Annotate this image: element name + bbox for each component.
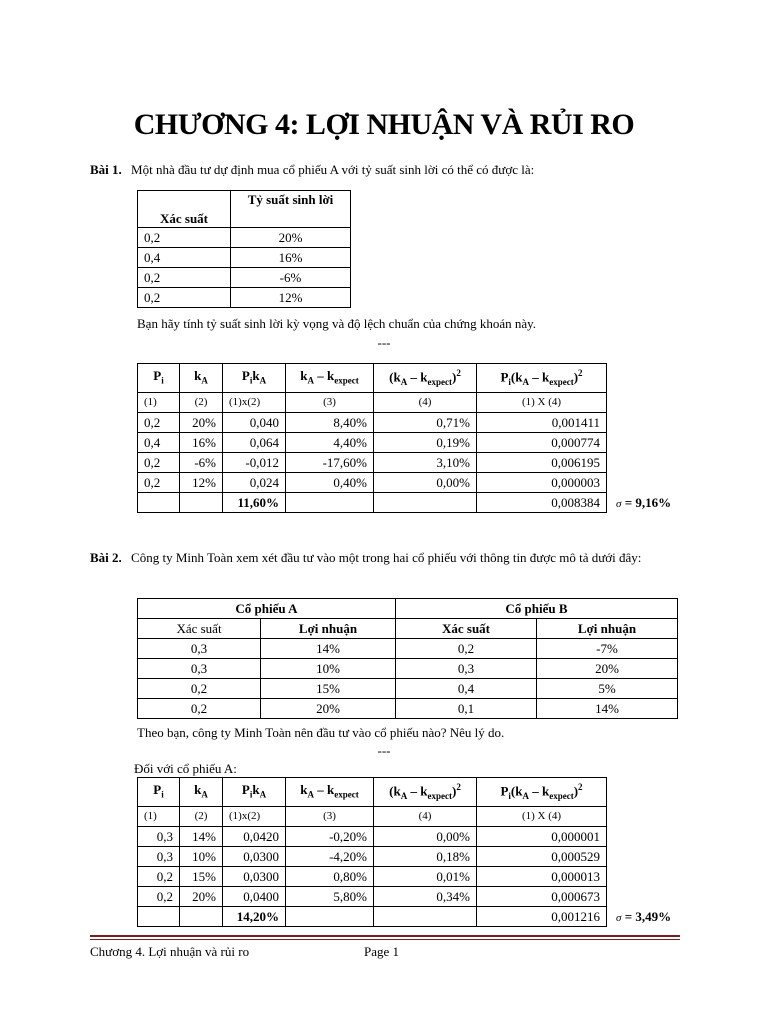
table-row: 0,2 20% 0,0400 5,80% 0,34% 0,000673 [138,887,607,907]
bai2-sigma [616,909,671,925]
footer-divider-thin [90,939,680,940]
table-row: 0,2 15% 0,4 5% [138,679,678,699]
sigma-value: = 3,49% [624,909,672,924]
header-piKa: $P_ik_A$ [223,364,286,393]
table-row: 0,3 10% 0,0300 -4,20% 0,18% 0,000529 [138,847,607,867]
expected-return: 11,60% [223,493,286,513]
sigma-symbol: σ [616,498,622,510]
bai1-data-table [137,190,351,308]
bai1-calc-table [137,363,607,513]
expected-return: 14,20% [223,907,286,927]
column-numbers-row: (1) (2) (1)x(2) (3) (4) (1) X (4) [138,393,607,413]
header-weighted-sq: $P_i(k_A - k_{expect})^2$ [477,778,607,807]
table-row: 0,2 20% 0,1 14% [138,699,678,719]
bai2-prompt [90,549,690,567]
footer-page-number: Page 1 [364,944,400,959]
header-xac-suat-b: Xác suất [396,619,537,639]
sigma-symbol: σ [616,912,622,924]
table-row: 0,2 20% 0,040 8,40% 0,71% 0,001411 [138,413,607,433]
header-loi-nhuan-b: Lợi nhuận [537,619,678,639]
bai2-data-table [137,598,678,719]
bai2-label: Bài 2. [90,550,122,565]
table-row: 0,3 14% 0,2 -7% [138,639,678,659]
footer-chapter: Chương 4. Lợi nhuận và rủi ro [90,944,250,959]
column-numbers-row: (1) (2) (1)x(2) (3) (4) (1) X (4) [138,807,607,827]
bai1-sigma [616,495,671,511]
for-stock-a-label: Đối với cổ phiếu A: [134,761,237,776]
bai1-text: Một nhà đầu tư dự định mua cổ phiếu A với tỷ suất sinh lời có thể có được là: [131,162,535,177]
table-row: 0,2 -6% -0,012 -17,60% 3,10% 0,006195 [138,453,607,473]
variance: 0,008384 [477,493,607,513]
table-row: 0,3 14% 0,0420 -0,20% 0,00% 0,000001 [138,827,607,847]
header-ka: $k_A$ [180,778,223,807]
separator: --- [377,335,391,350]
table-row: 0,3 10% 0,3 20% [138,659,678,679]
table-row: 0,4 16% [138,248,351,268]
table-row: 0,2 -6% [138,268,351,288]
header-ty-suat: Tỷ suất sinh lời [231,191,351,228]
separator: --- [377,743,391,758]
header-loi-nhuan-a: Lợi nhuận [261,619,396,639]
header-deviation: $k_A - k_{expect}$ [286,778,374,807]
header-weighted-sq: $P_i(k_A - k_{expect})^2$ [477,364,607,393]
table-row: 0,2 12% [138,288,351,308]
bai1-question: Bạn hãy tính tỷ suất sinh lời kỳ vọng và độ lệch chuẩn của chứng khoán này. [137,316,537,331]
bai2-text: Công ty Minh Toàn xem xét đầu tư vào một trong hai cổ phiếu với thông tin được mô tả dưới đây: [131,550,642,565]
sigma-value: = 9,16% [624,495,672,510]
bai1-prompt [90,162,690,178]
header-ka: $k_A$ [180,364,223,393]
header-deviation-sq: $(k_A - k_{expect})^2$ [374,778,477,807]
bai2-calc-table [137,777,607,927]
table-row: 0,4 16% 0,064 4,40% 0,19% 0,000774 [138,433,607,453]
header-piKa: $P_ik_A$ [223,778,286,807]
header-deviation-sq: $(k_A - k_{expect})^2$ [374,364,477,393]
header-xac-suat-a: Xác suất [138,619,261,639]
header-deviation: $k_A - k_{expect}$ [286,364,374,393]
table-row: 0,2 12% 0,024 0,40% 0,00% 0,000003 [138,473,607,493]
header-co-phieu-a: Cổ phiếu A [138,599,396,619]
bai1-label: Bài 1. [90,162,122,177]
header-co-phieu-b: Cổ phiếu B [396,599,678,619]
header-xac-suat: Xác suất [138,191,231,228]
total-row [138,493,607,513]
total-row [138,907,607,927]
variance: 0,001216 [477,907,607,927]
table-row: 0,2 15% 0,0300 0,80% 0,01% 0,000013 [138,867,607,887]
table-row: 0,2 20% [138,228,351,248]
bai2-question: Theo bạn, công ty Minh Toàn nên đầu tư vào cổ phiếu nào? Nêu lý do. [137,725,505,740]
header-pi: $P_i$ [138,364,180,393]
page-title: CHƯƠNG 4: LỢI NHUẬN VÀ RỦI RO [133,108,635,141]
footer-divider [90,935,680,937]
header-pi: $P_i$ [138,778,180,807]
